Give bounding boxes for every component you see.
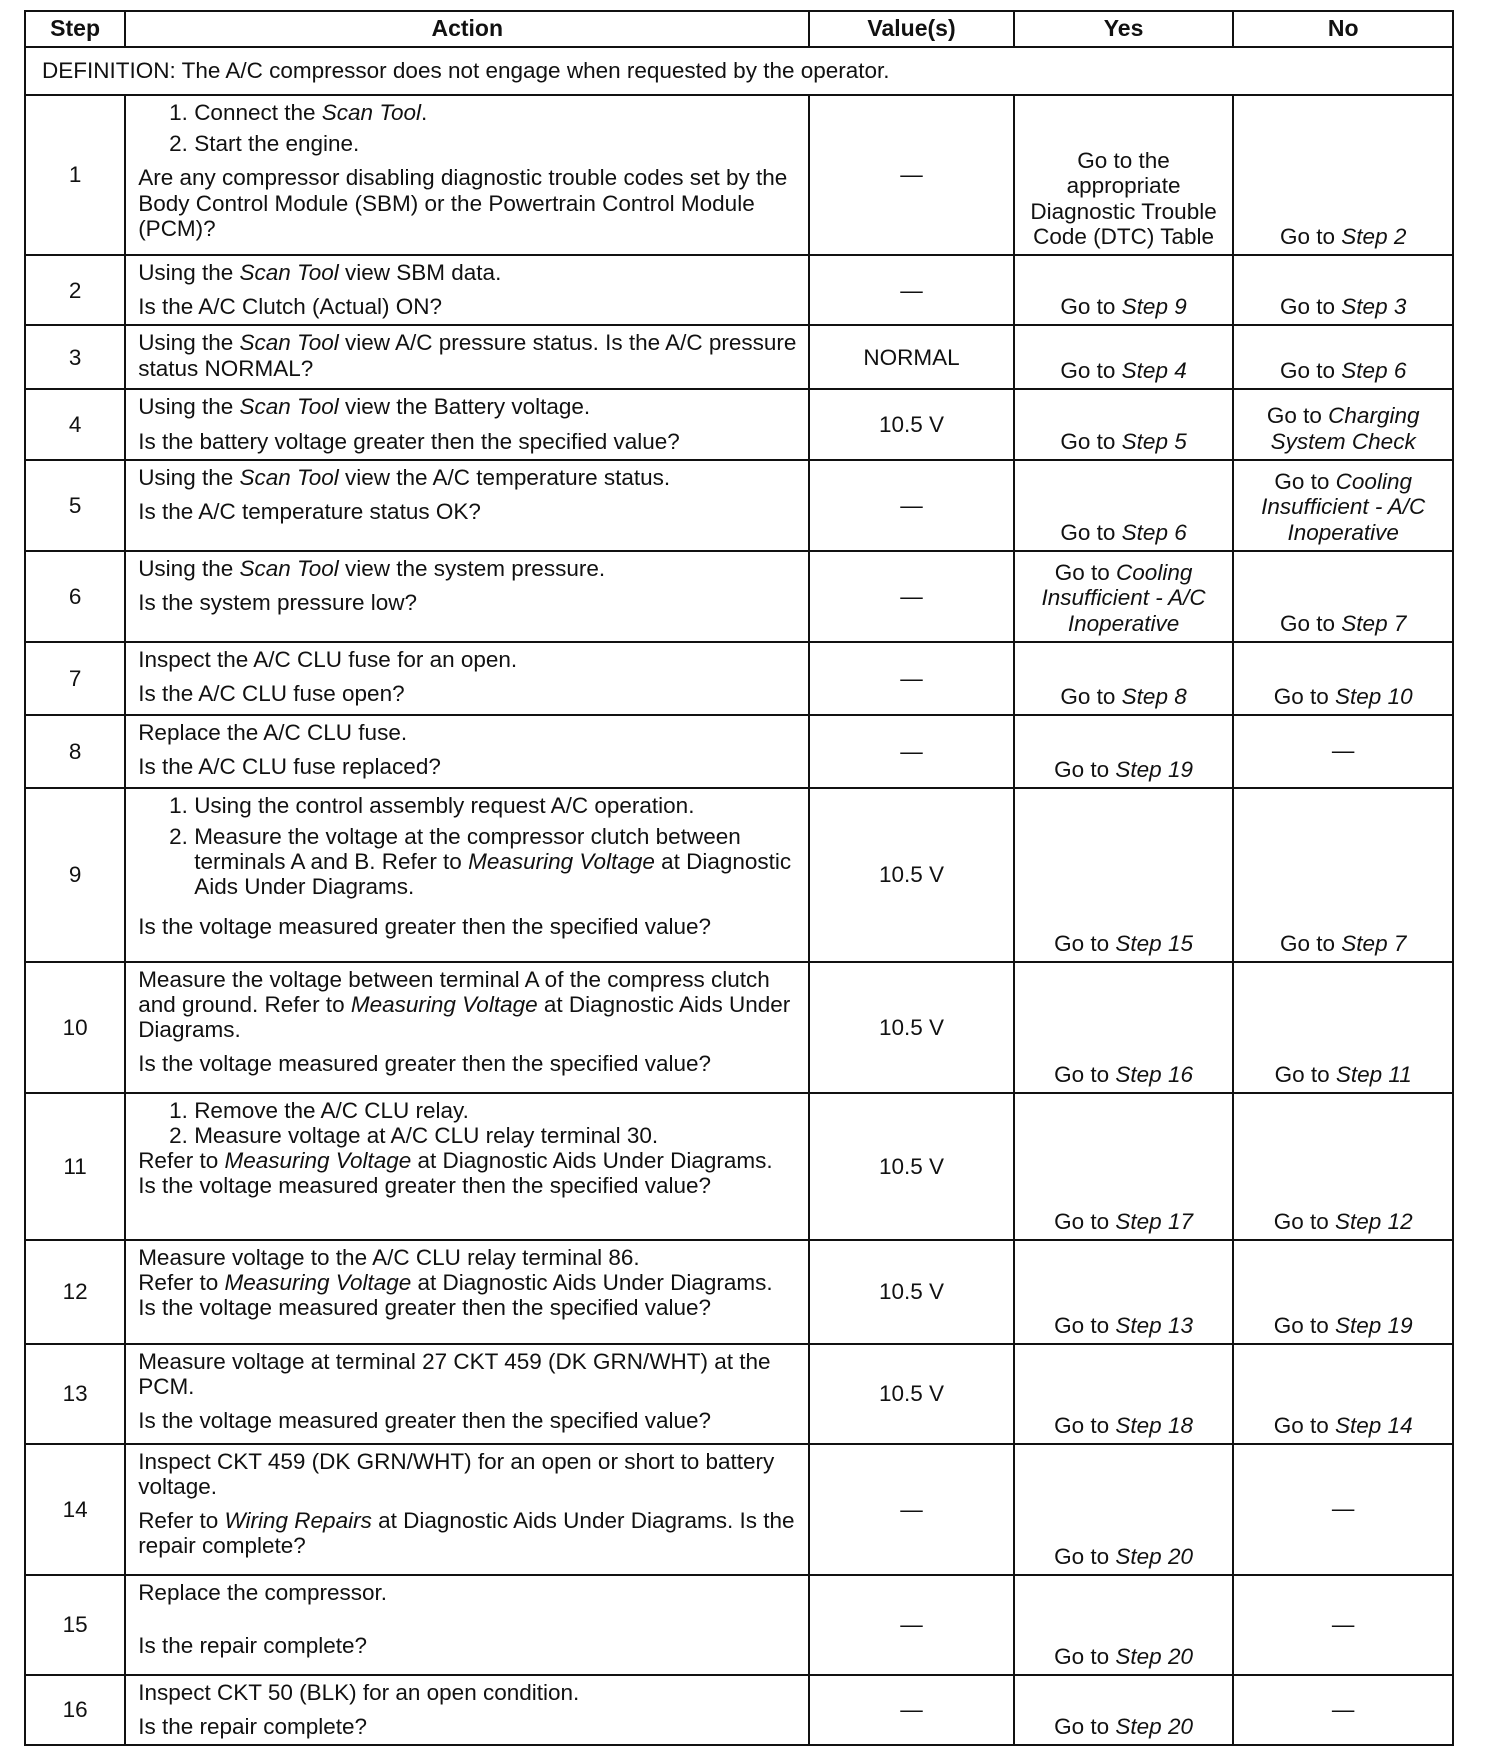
definition-text: DEFINITION: The A/C compressor does not engage when requested by the operator. [25,47,1453,95]
list-item: 2. Start the engine. [194,131,798,156]
value-cell: — [809,460,1013,551]
no-cell: Go to Step 7 [1233,551,1453,642]
value-cell: 10.5 V [809,788,1013,962]
action-text: Measure voltage to the A/C CLU relay terminal 86. [138,1244,640,1270]
action-cell [125,642,809,715]
yes-cell: Go to Step 19 [1014,715,1234,788]
yes-cell: Go to Step 9 [1014,255,1234,325]
value-cell: — [809,1675,1013,1745]
table-row [25,715,1453,788]
step-number: 10 [25,962,125,1093]
no-cell: Go to Step 19 [1233,1240,1453,1344]
action-text: Inspect CKT 459 (DK GRN/WHT) for an open or short to battery voltage. [138,1448,775,1499]
no-cell: — [1233,1575,1453,1675]
value-cell: NORMAL [809,325,1013,389]
question-text: Are any compressor disabling diagnostic trouble codes set by the Body Control Module (SBM) or the Powertrain Control Module (PCM)? [138,165,788,241]
question-text: Is the voltage measured greater then the specified value? [138,1295,712,1321]
step-number: 2 [25,255,125,325]
step-number: 6 [25,551,125,642]
table-row [25,1093,1453,1240]
value-cell: 10.5 V [809,1344,1013,1444]
definition-row [25,47,1453,95]
action-cell [125,1575,809,1675]
step-number: 1 [25,95,125,255]
table-row [25,389,1453,459]
yes-cell: Go to Step 17 [1014,1093,1234,1240]
list-item: 1. Connect the Scan Tool. [194,100,798,125]
table-row [25,460,1453,551]
table-row [25,1575,1453,1675]
yes-cell: Go to Step 15 [1014,788,1234,962]
step-number: 13 [25,1344,125,1444]
refer-text: Refer to Measuring Voltage at Diagnostic Aids Under Diagrams. [138,1269,773,1295]
action-text: Using the Scan Tool view A/C pressure status. Is the A/C pressure status NORMAL? [138,330,797,381]
value-cell: 10.5 V [809,389,1013,459]
header-values: Value(s) [809,11,1013,47]
value-cell: — [809,95,1013,255]
action-text: Measure voltage at terminal 27 CKT 459 (DK GRN/WHT) at the PCM. [138,1348,771,1399]
question-text: Is the battery voltage greater then the specified value? [138,428,680,454]
question-text: Is the A/C CLU fuse replaced? [138,753,441,779]
action-list [138,793,798,900]
step-number: 9 [25,788,125,962]
value-cell: — [809,642,1013,715]
action-cell [125,325,809,389]
table-row [25,95,1453,255]
yes-cell: Go to Step 8 [1014,642,1234,715]
question-text: Is the system pressure low? [138,589,418,615]
no-cell: Go to Cooling Insufficient - A/C Inoperative [1233,460,1453,551]
step-number: 5 [25,460,125,551]
action-text: Using the Scan Tool view the system pressure. [138,555,606,581]
refer-text: Refer to Wiring Repairs at Diagnostic Aids Under Diagrams. Is the repair complete? [138,1508,795,1559]
action-cell [125,95,809,255]
yes-cell: Go to Step 18 [1014,1344,1234,1444]
action-text: Replace the A/C CLU fuse. [138,719,408,745]
action-cell [125,1675,809,1745]
step-number: 14 [25,1444,125,1575]
refer-text: Refer to Measuring Voltage at Diagnostic Aids Under Diagrams. [138,1148,773,1174]
question-text: Is the A/C temperature status OK? [138,498,481,524]
yes-cell: Go to Step 13 [1014,1240,1234,1344]
no-cell: — [1233,715,1453,788]
table-row [25,1675,1453,1745]
list-item: 2. Measure voltage at A/C CLU relay terminal 30. [194,1123,798,1148]
value-cell: — [809,551,1013,642]
step-number: 4 [25,389,125,459]
step-number: 12 [25,1240,125,1344]
step-number: 8 [25,715,125,788]
question-text: Is the A/C CLU fuse open? [138,680,405,706]
action-cell [125,551,809,642]
yes-cell: Go to Step 16 [1014,962,1234,1093]
question-text: Is the repair complete? [138,1713,368,1739]
action-cell [125,1344,809,1444]
table-row [25,325,1453,389]
header-step: Step [25,11,125,47]
step-number: 15 [25,1575,125,1675]
table-row [25,788,1453,962]
yes-cell: Go to Step 4 [1014,325,1234,389]
question-text: Is the A/C Clutch (Actual) ON? [138,294,443,320]
value-cell: — [809,1575,1013,1675]
action-cell [125,962,809,1093]
question-text: Is the voltage measured greater then the specified value? [138,913,712,939]
step-number: 16 [25,1675,125,1745]
action-text: Measure the voltage between terminal A of the compress clutch and ground. Refer to Measuring Voltage at Diagnostic Aids Under Diagrams. [138,966,791,1043]
question-text: Is the voltage measured greater then the specified value? [138,1173,712,1199]
action-cell [125,255,809,325]
action-cell [125,1240,809,1344]
step-number: 3 [25,325,125,389]
action-text: Using the Scan Tool view SBM data. [138,260,502,285]
yes-cell: Go to Cooling Insufficient - A/C Inoperative [1014,551,1234,642]
action-list [138,1098,798,1148]
header-no: No [1233,11,1453,47]
action-text: Replace the compressor. [138,1579,388,1605]
no-cell: Go to Step 10 [1233,642,1453,715]
value-cell: 10.5 V [809,1093,1013,1240]
list-item: 2. Measure the voltage at the compressor clutch between terminals A and B. Refer to Measuring Voltage at Diagnostic Aids Under Diagrams. [194,824,798,900]
no-cell: Go to Step 3 [1233,255,1453,325]
step-number: 7 [25,642,125,715]
table-row [25,1240,1453,1344]
yes-cell: Go to the appropriate Diagnostic Trouble Code (DTC) Table [1014,95,1234,255]
action-cell [125,1444,809,1575]
no-cell: Go to Step 2 [1233,95,1453,255]
no-cell: Go to Step 7 [1233,788,1453,962]
no-cell: Go to Step 6 [1233,325,1453,389]
yes-cell: Go to Step 6 [1014,460,1234,551]
action-list [138,100,798,156]
list-item: 1. Using the control assembly request A/C operation. [194,793,798,818]
table-row [25,551,1453,642]
table-row [25,255,1453,325]
no-cell: Go to Step 14 [1233,1344,1453,1444]
list-item: 1. Remove the A/C CLU relay. [194,1098,798,1123]
no-cell: — [1233,1675,1453,1745]
yes-cell: Go to Step 5 [1014,389,1234,459]
header-yes: Yes [1014,11,1234,47]
action-cell [125,1093,809,1240]
table-row [25,1344,1453,1444]
action-cell [125,460,809,551]
value-cell: 10.5 V [809,1240,1013,1344]
yes-cell: Go to Step 20 [1014,1575,1234,1675]
yes-cell: Go to Step 20 [1014,1675,1234,1745]
value-cell: — [809,1444,1013,1575]
action-text: Using the Scan Tool view the Battery voltage. [138,394,591,420]
spacer [138,1605,798,1633]
no-cell: — [1233,1444,1453,1575]
table-row [25,962,1453,1093]
step-number: 11 [25,1093,125,1240]
table-row [25,642,1453,715]
action-cell [125,389,809,459]
action-cell [125,788,809,962]
value-cell: — [809,715,1013,788]
action-text: Inspect the A/C CLU fuse for an open. [138,646,518,672]
question-text: Is the voltage measured greater then the specified value? [138,1051,712,1077]
header-row [25,11,1453,47]
header-action: Action [125,11,809,47]
value-cell: — [809,255,1013,325]
question-text: Is the repair complete? [138,1632,368,1658]
no-cell: Go to Step 11 [1233,962,1453,1093]
action-text: Using the Scan Tool view the A/C temperature status. [138,464,671,490]
value-cell: 10.5 V [809,962,1013,1093]
question-text: Is the voltage measured greater then the specified value? [138,1408,712,1434]
no-cell: Go to Charging System Check [1233,389,1453,459]
table-row [25,1444,1453,1575]
action-cell [125,715,809,788]
diagnostic-table [24,10,1454,1746]
no-cell: Go to Step 12 [1233,1093,1453,1240]
yes-cell: Go to Step 20 [1014,1444,1234,1575]
action-text: Inspect CKT 50 (BLK) for an open condition. [138,1679,580,1705]
